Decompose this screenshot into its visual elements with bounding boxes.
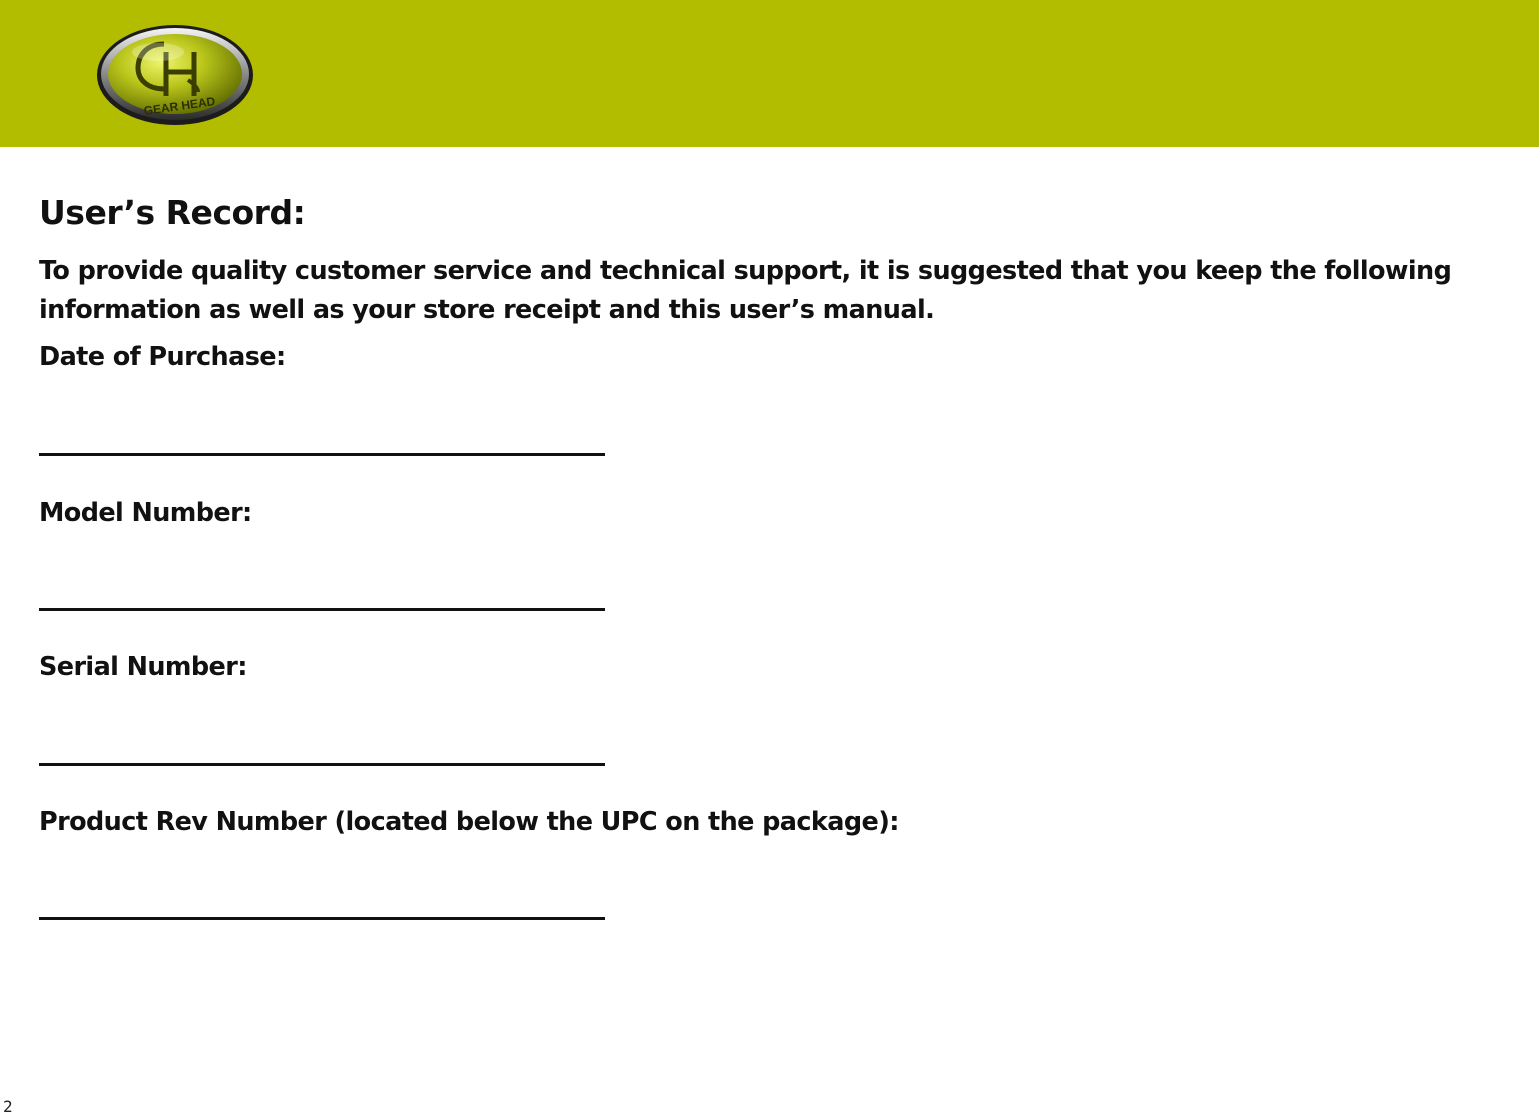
serial-number-label: Serial Number: bbox=[39, 652, 247, 682]
header-band bbox=[0, 0, 1539, 147]
intro-paragraph: To provide quality customer service and technical support, it is suggested that you keep the following information as well as your store receipt and this user’s manual. bbox=[39, 256, 1452, 325]
gear-head-logo bbox=[94, 22, 256, 128]
logo-text: GEAR HEAD bbox=[142, 94, 217, 118]
product-rev-number-line bbox=[39, 917, 605, 920]
page-number: 2 bbox=[3, 1097, 13, 1116]
product-rev-number-label: Product Rev Number (located below the UPC on the package): bbox=[39, 807, 899, 837]
serial-number-line bbox=[39, 763, 605, 766]
model-number-line bbox=[39, 608, 605, 611]
date-of-purchase-label: Date of Purchase: bbox=[39, 342, 286, 372]
model-number-label: Model Number: bbox=[39, 498, 252, 528]
page-title: User’s Record: bbox=[39, 193, 306, 232]
date-of-purchase-line bbox=[39, 453, 605, 456]
